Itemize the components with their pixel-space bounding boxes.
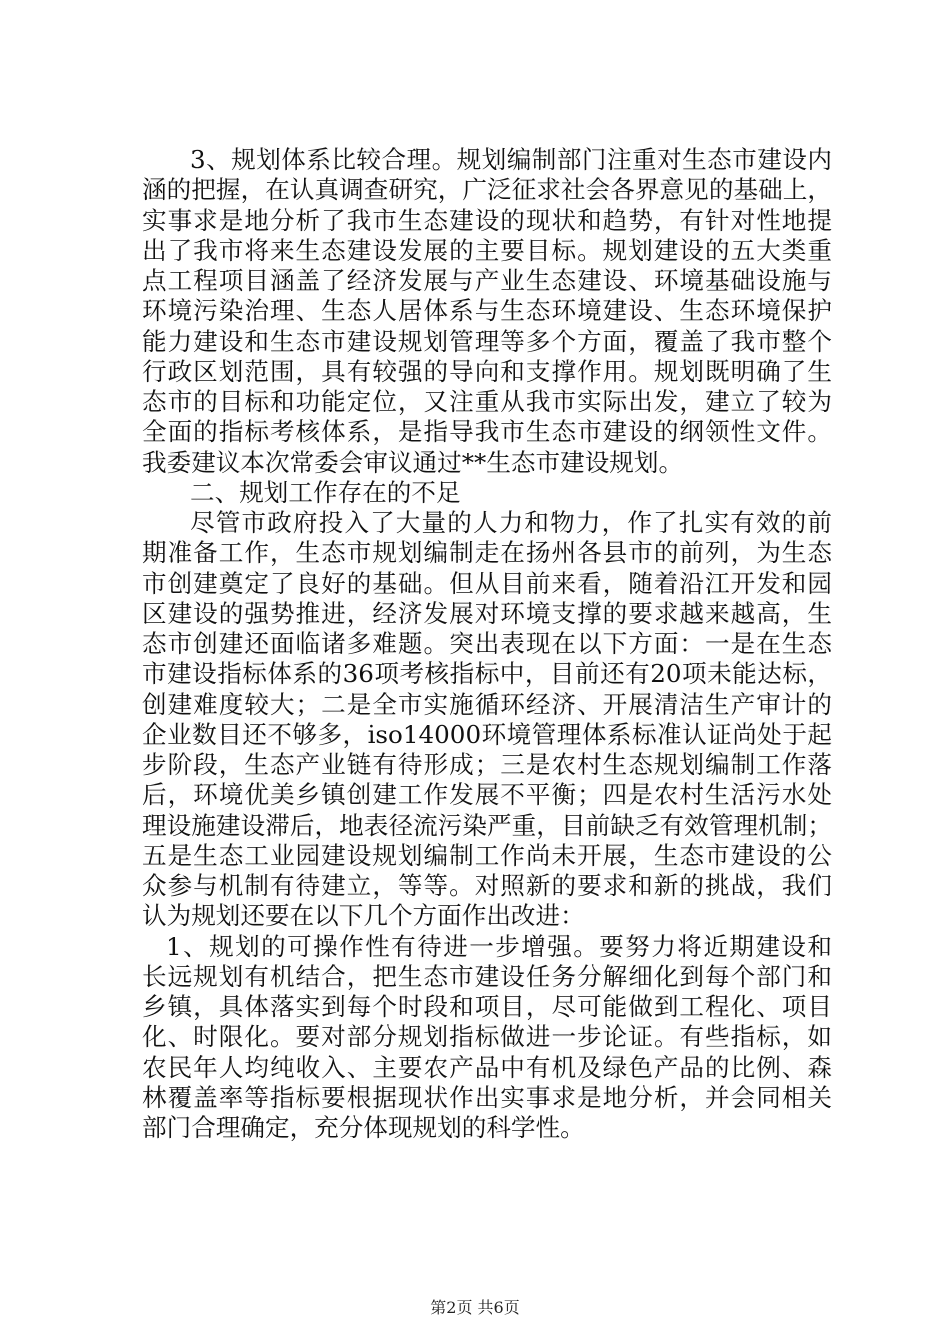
text-line: 认为规划还要在以下几个方面作出改进： bbox=[142, 901, 585, 931]
text-line: 区建设的强势推进，经济发展对环境支撑的要求越来越高，生 bbox=[142, 598, 832, 628]
text-line: 能力建设和生态市建设规划管理等多个方面，覆盖了我市整个 bbox=[142, 326, 832, 356]
text-line: 众参与机制有待建立，等等。对照新的要求和新的挑战，我们 bbox=[142, 871, 832, 900]
document-body bbox=[142, 145, 832, 1143]
text-line: 五是生态工业园建设规划编制工作尚未开展，生态市建设的公 bbox=[142, 840, 832, 870]
text-line: 态市的目标和功能定位，又注重从我市实际出发，建立了较为 bbox=[142, 387, 832, 416]
section-heading: 二、规划工作存在的不足 bbox=[190, 477, 461, 507]
text-line: 部门合理确定，充分体现规划的科学性。 bbox=[142, 1113, 585, 1142]
text-line: 后，环境优美乡镇创建工作发展不平衡；四是农村生活污水处 bbox=[142, 780, 832, 810]
text-line: 尽管市政府投入了大量的人力和物力，作了扎实有效的前 bbox=[190, 508, 832, 537]
text-line: 林覆盖率等指标要根据现状作出实事求是地分析，并会同相关 bbox=[142, 1082, 832, 1112]
text-line: 创建难度较大；二是全市实施循环经济、开展清洁生产审计的 bbox=[142, 689, 832, 719]
text-line: 市创建奠定了良好的基础。但从目前来看，随着沿江开发和园 bbox=[142, 568, 832, 598]
text-line: 企业数目还不够多，iso14000环境管理体系标准认证尚处于起 bbox=[142, 719, 832, 749]
text-line: 态市创建还面临诸多难题。突出表现在以下方面：一是在生态 bbox=[142, 629, 832, 658]
page-number-footer: 第2页 共6页 bbox=[430, 1298, 520, 1317]
text-line: 化、时限化。要对部分规划指标做进一步论证。有些指标，如 bbox=[142, 1022, 832, 1052]
text-line: 全面的指标考核体系，是指导我市生态市建设的纲领性文件。 bbox=[142, 417, 832, 447]
text-line: 步阶段，生态产业链有待形成；三是农村生态规划编制工作落 bbox=[142, 750, 832, 779]
text-line: 3、规划体系比较合理。规划编制部门注重对生态市建设内 bbox=[190, 145, 832, 174]
text-line: 乡镇，具体落实到每个时段和项目，尽可能做到工程化、项目 bbox=[142, 992, 832, 1021]
text-line: 我委建议本次常委会审议通过**生态市建设规划。 bbox=[142, 447, 684, 477]
text-line: 行政区划范围，具有较强的导向和支撑作用。规划既明确了生 bbox=[142, 356, 832, 386]
text-line: 环境污染治理、生态人居体系与生态环境建设、生态环境保护 bbox=[142, 296, 832, 326]
text-line: 长远规划有机结合，把生态市建设任务分解细化到每个部门和 bbox=[142, 961, 832, 991]
text-line: 期准备工作，生态市规划编制走在扬州各县市的前列，为生态 bbox=[142, 538, 832, 568]
text-line: 出了我市将来生态建设发展的主要目标。规划建设的五大类重 bbox=[142, 235, 832, 265]
text-line: 1、规划的可操作性有待进一步增强。要努力将近期建设和 bbox=[166, 931, 832, 961]
text-line: 涵的把握，在认真调查研究，广泛征求社会各界意见的基础上， bbox=[142, 175, 832, 205]
text-line: 点工程项目涵盖了经济发展与产业生态建设、环境基础设施与 bbox=[142, 266, 832, 295]
text-line: 市建设指标体系的36项考核指标中，目前还有20项未能达标， bbox=[142, 659, 832, 689]
text-line: 实事求是地分析了我市生态建设的现状和趋势，有针对性地提 bbox=[142, 205, 832, 235]
text-line: 农民年人均纯收入、主要农产品中有机及绿色产品的比例、森 bbox=[142, 1052, 832, 1082]
text-line: 理设施建设滞后，地表径流污染严重，目前缺乏有效管理机制； bbox=[142, 810, 832, 840]
